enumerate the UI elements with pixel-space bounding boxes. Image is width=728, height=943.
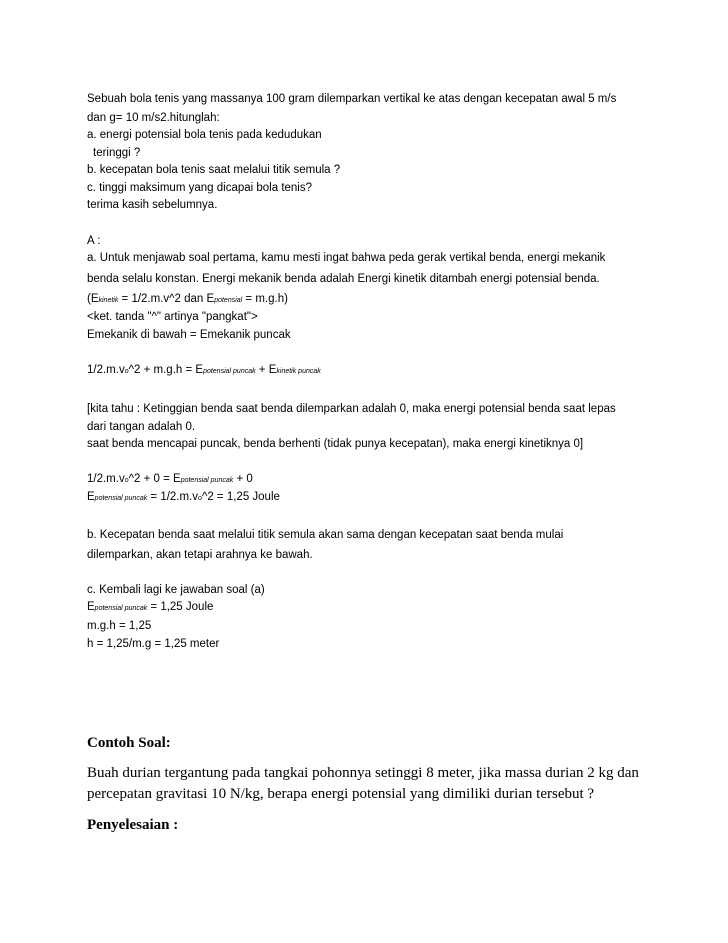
question-line-6: c. tinggi maksimum yang dicapai bola tenis?	[87, 182, 313, 194]
answer-label: A :	[87, 235, 101, 247]
question-line-7: terima kasih sebelumnya.	[87, 199, 218, 211]
question-line-4: teringgi ?	[93, 147, 141, 159]
bracket-line-2: dari tangan adalah 0.	[87, 421, 196, 433]
answer-line-1: a. Untuk menjawab soal pertama, kamu mesti ingat bahwa peda gerak vertikal benda, energi mekanik	[87, 252, 606, 264]
answer-c-eq-2: m.g.h = 1,25	[87, 620, 152, 632]
answer-c-eq-3: h = 1,25/m.g = 1,25 meter	[87, 638, 220, 650]
answer-b-line-1: b. Kecepatan benda saat melalui titik semula akan sama dengan kecepatan saat benda mulai	[87, 529, 564, 541]
contoh-soal-heading: Contoh Soal:	[87, 735, 171, 751]
equation-2: 1/2.m.vo^2 + 0 = Epotensial puncak + 0	[87, 473, 253, 485]
question-line-3: a. energi potensial bola tenis pada kedudukan	[87, 129, 322, 141]
pangkat-note: <ket. tanda "^" artinya "pangkat">	[87, 311, 258, 323]
equation-3: Epotensial puncak = 1/2.m.vo^2 = 1,25 Joule	[87, 491, 280, 503]
answer-c-line-1: c. Kembali lagi ke jawaban soal (a)	[87, 584, 265, 596]
energy-formula: (Ekinetik = 1/2.m.v^2 dan Epotensial = m.g.h)	[87, 293, 288, 305]
question-line-2: dan g= 10 m/s2.hitunglah:	[87, 112, 220, 124]
bracket-line-3: saat benda mencapai puncak, benda berhenti (tidak punya kecepatan), maka energi kinetiknya 0]	[87, 438, 584, 450]
penyelesaian-heading: Penyelesaian :	[87, 817, 179, 833]
answer-c-eq-1: Epotensial puncak = 1,25 Joule	[87, 601, 214, 613]
answer-line-2: benda selalu konstan. Energi mekanik benda adalah Energi kinetik ditambah energi potensial benda.	[87, 273, 600, 285]
contoh-line-1: Buah durian tergantung pada tangkai pohonnya setinggi 8 meter, jika massa durian 2 kg dan	[87, 765, 639, 781]
question-line-5: b. kecepatan bola tenis saat melalui titik semula ?	[87, 164, 341, 176]
question-line-1: Sebuah bola tenis yang massanya 100 gram dilemparkan vertikal ke atas dengan kecepatan awal 5 m/s	[87, 93, 617, 105]
contoh-line-2: percepatan gravitasi 10 N/kg, berapa energi potensial yang dimiliki durian tersebut ?	[87, 786, 595, 802]
answer-b-line-2: dilemparkan, akan tetapi arahnya ke bawah.	[87, 549, 313, 561]
bracket-line-1: [kita tahu : Ketinggian benda saat benda dilemparkan adalah 0, maka energi potensial benda saat lepas	[87, 403, 616, 415]
emekanik-line: Emekanik di bawah = Emekanik puncak	[87, 329, 291, 341]
equation-1: 1/2.m.vo^2 + m.g.h = Epotensial puncak + Ekinetik puncak	[87, 364, 321, 376]
